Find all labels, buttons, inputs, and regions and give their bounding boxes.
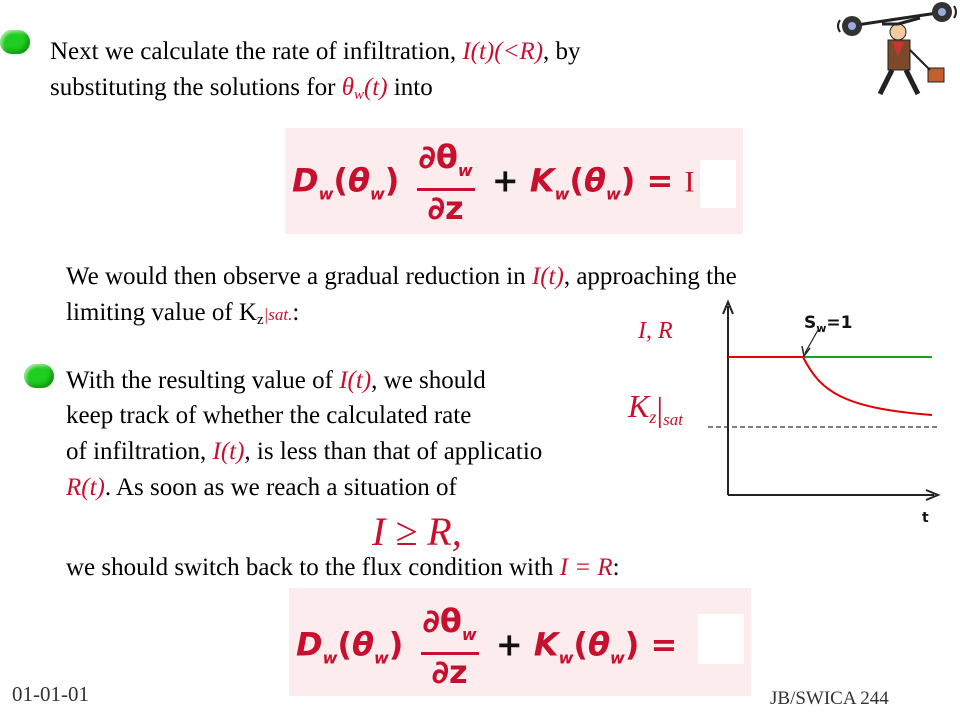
richards-flux-equation: $D_w(\theta_w)$ $\frac{\partial\theta_w}{\partial z}$ + $K_w(\theta_w) = I$: [292, 138, 695, 227]
graph-ylabel: I, R: [638, 318, 673, 344]
paragraph-switch: [66, 553, 620, 583]
paragraph-reduction-line2: [66, 298, 299, 335]
text: of infiltration,: [66, 438, 213, 465]
text: substituting the solutions for: [50, 74, 342, 101]
paragraph-intro: [50, 37, 581, 67]
weightlifter-clipart-icon: [836, 0, 960, 100]
text: , we should: [371, 367, 486, 394]
paragraph-check-line4: [66, 473, 457, 503]
equation-patch: [700, 160, 736, 208]
graph-xlabel: t: [922, 510, 929, 526]
inline-formula: I(t)(<R): [462, 38, 544, 65]
condition-formula: I ≥ R,: [372, 509, 462, 554]
text: Next we calculate the rate of infiltration,: [50, 38, 463, 65]
infiltration-curve-decay: [803, 357, 932, 415]
equation-patch: [698, 614, 744, 664]
paragraph-check: [66, 366, 486, 396]
text: into: [387, 74, 433, 101]
text: With the resulting value of: [66, 367, 340, 394]
paragraph-reduction: [66, 262, 737, 292]
subscript: z: [256, 312, 264, 328]
subscript: |sat.: [263, 305, 293, 324]
text: :: [612, 554, 620, 581]
text: , by: [543, 38, 581, 65]
inline-formula: I = R: [559, 554, 613, 581]
flux-condition-equation: $D_w(\theta_w)$ $\frac{\partial\theta_w}{\partial z}$ + $K_w(\theta_w)$ =: [296, 602, 678, 691]
inline-formula: R(t): [66, 474, 105, 501]
saturation-annotation: $S_w=1$: [804, 313, 853, 335]
text: , is less than that of applicatio: [244, 438, 543, 465]
infiltration-graph: [700, 290, 950, 530]
text: . As soon as we reach a situation of: [104, 474, 457, 501]
graph-k-label: $Kz|_{sat}$: [628, 388, 684, 429]
inline-formula: I(t): [531, 263, 564, 290]
text: We would then observe a gradual reduction in: [66, 263, 532, 290]
text: :: [292, 299, 300, 326]
text: we should switch back to the flux condition with: [66, 554, 560, 581]
inline-formula: I(t): [212, 438, 245, 465]
bullet-icon: [0, 30, 30, 54]
text: limiting value of K: [66, 299, 257, 326]
paragraph-check-line2: keep track of whether the calculated rate: [66, 402, 472, 429]
footer-date: 01-01-01: [12, 682, 89, 706]
paragraph-intro-line2: [50, 73, 433, 110]
inline-formula: (t): [363, 74, 388, 101]
text: , approaching the: [563, 263, 737, 290]
subscript: w: [353, 87, 364, 103]
equation-rhs: I: [684, 165, 695, 199]
bullet-icon: [24, 364, 54, 388]
paragraph-check-line3: [66, 437, 672, 467]
inline-formula: θ: [341, 74, 354, 101]
inline-formula: I(t): [339, 367, 372, 394]
footer-code: JB/SWICA 244: [770, 688, 889, 709]
